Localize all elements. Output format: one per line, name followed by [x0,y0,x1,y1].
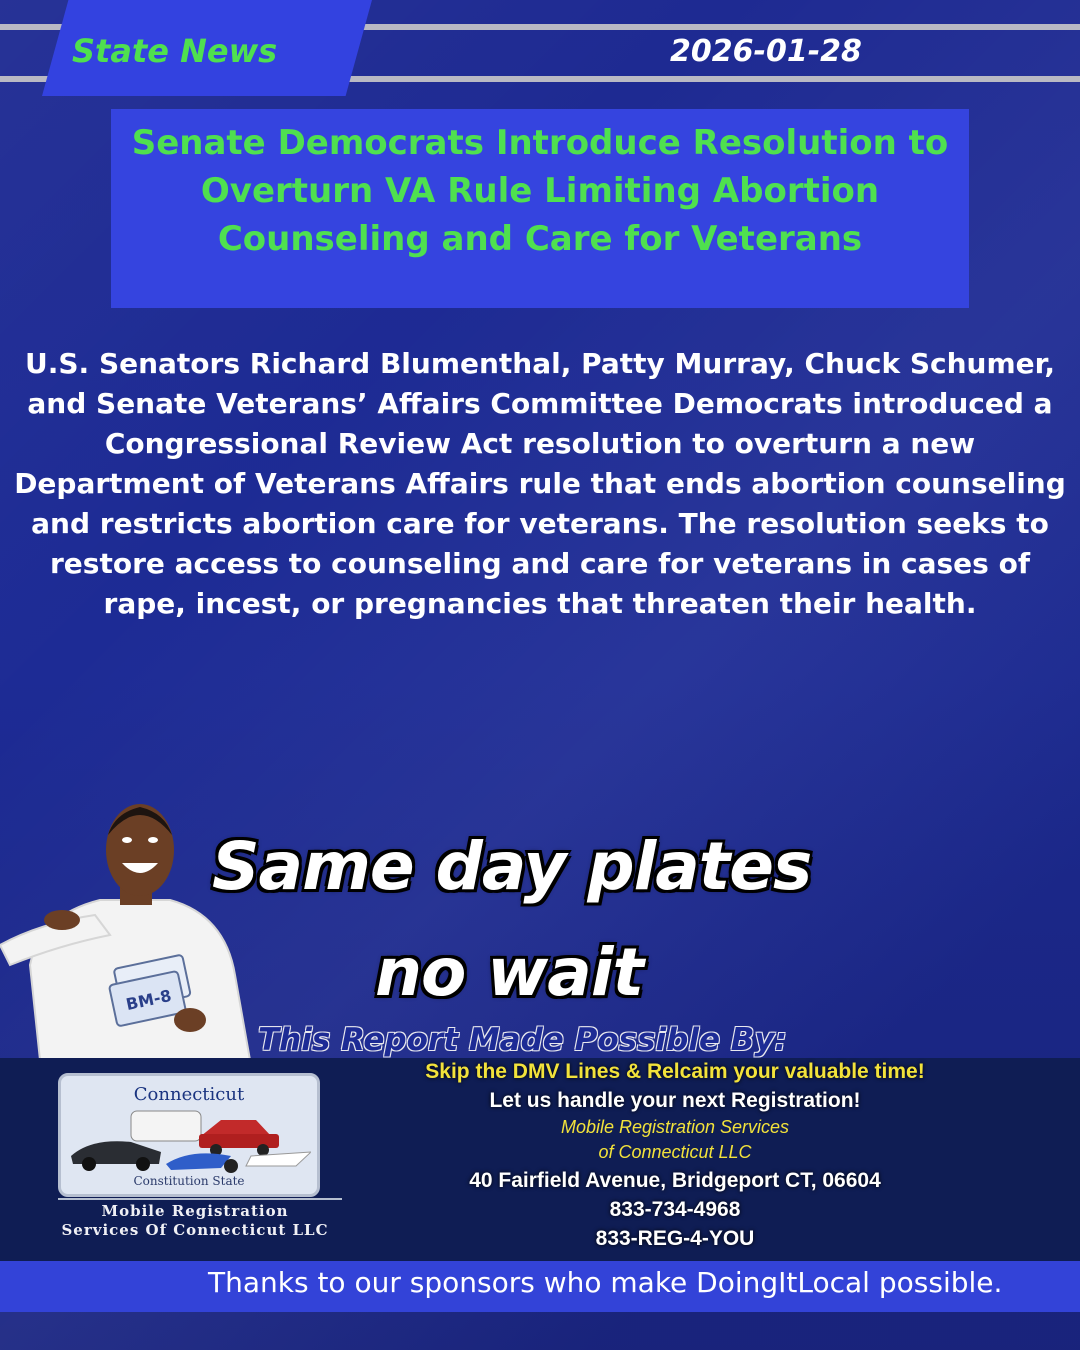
article-body: U.S. Senators Richard Blumenthal, Patty Murray, Chuck Schumer, and Senate Veterans’ Affairs Committee Democrats introduced a Congressional Review Act resolution to overturn a new Department of Veterans Affairs rule that ends abortion counseling and restricts abortion care for veterans. The resolution seeks to restore access to counseling and care for veterans in cases of rape, incest, or pregnancies that threaten their health. [14,347,1066,620]
ad-slogan-line1: Same day plates [212,828,812,905]
footer-text: Thanks to our sponsors who make DoingItLocal possible. [208,1266,1003,1299]
plate-state: Connecticut [133,1084,245,1105]
ad-line-skip-dmv: Skip the DMV Lines & Relcaim your valuable time! [425,1060,925,1083]
sponsor-logo-name: Mobile Registration Services Of Connecticut LLC [61,1202,329,1239]
category-tag: State News [72,32,278,70]
ad-slogan-line2: no wait [375,934,643,1011]
ad-phone-number: 833-734-4968 [609,1198,741,1221]
logo-divider [58,1198,342,1200]
plate-motto: Constitution State [133,1174,245,1188]
ad-phone-vanity: 833-REG-4-YOU [595,1227,755,1250]
vehicles-icon [71,1106,311,1176]
report-made-possible: This Report Made Possible By: [258,1022,788,1058]
ad-address: 40 Fairfield Avenue, Bridgeport CT, 06604 [469,1169,881,1192]
plate-number: BM-8 [124,985,174,1015]
post-date: 2026-01-28 [670,34,862,69]
ad-line-registration: Let us handle your next Registration! [489,1089,861,1112]
ad-company-line1: Mobile Registration Services [560,1117,790,1137]
sponsor-logo-plate [58,1073,320,1197]
headline: Senate Democrats Introduce Resolution to Overturn VA Rule Limiting Abortion Counseling and Care for Veterans [131,123,949,259]
ad-company-line2: of Connecticut LLC [598,1142,752,1162]
headline-box [111,109,969,308]
